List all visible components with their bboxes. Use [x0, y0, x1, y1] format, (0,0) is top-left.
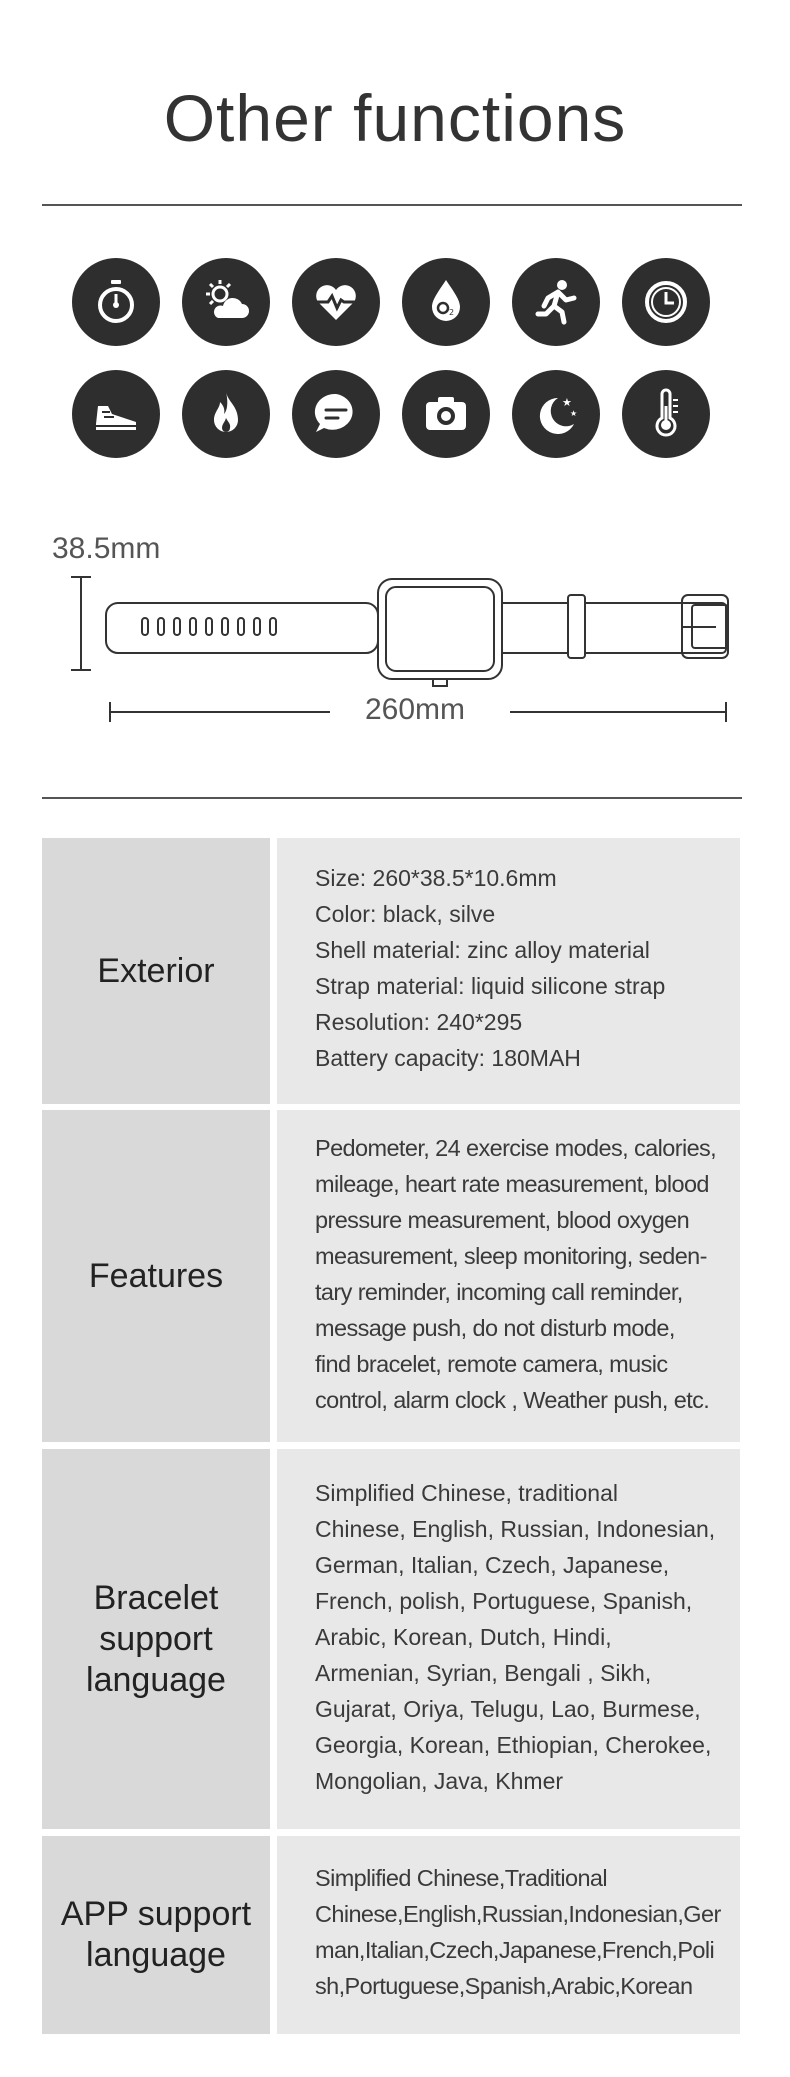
spec-line: man,Italian,Czech,Japanese,French,Poli	[315, 1937, 715, 1963]
spec-line: Resolution: 240*295	[315, 1009, 523, 1035]
spec-label-line: support	[99, 1619, 213, 1658]
spec-label: Exterior	[42, 838, 270, 1104]
spec-value	[277, 1449, 740, 1829]
spec-line: Mongolian, Java, Khmer	[315, 1768, 564, 1794]
spec-row-exterior	[42, 838, 740, 1104]
thermometer-icon	[622, 370, 710, 458]
spec-line: Arabic, Korean, Dutch, Hindi,	[315, 1624, 612, 1650]
spec-line: measurement, sleep monitoring, seden-	[315, 1243, 707, 1269]
spec-label-line: language	[86, 1936, 226, 1974]
spec-label-line: APP support	[60, 1895, 252, 1933]
heart-rate-icon	[292, 258, 380, 346]
spec-line: Chinese, English, Russian, Indonesian,	[315, 1516, 716, 1542]
spec-line: Battery capacity: 180MAH	[315, 1045, 581, 1071]
spec-line: sh,Portuguese,Spanish,Arabic,Korean	[315, 1973, 693, 1999]
sleep-moon-icon	[512, 370, 600, 458]
spec-value	[277, 838, 740, 1104]
spec-line: Armenian, Syrian, Bengali , Sikh,	[315, 1660, 652, 1686]
spec-label	[42, 1449, 270, 1829]
running-icon	[512, 258, 600, 346]
spec-label-line: language	[86, 1660, 226, 1699]
spec-line: pressure measurement, blood oxygen	[315, 1207, 690, 1233]
spec-line: find bracelet, remote camera, music	[315, 1351, 668, 1377]
weather-icon	[182, 258, 270, 346]
spec-line: Pedometer, 24 exercise modes, calories,	[315, 1135, 717, 1161]
svg-text:2: 2	[449, 308, 455, 317]
spec-line: French, polish, Portuguese, Spanish,	[315, 1588, 693, 1614]
spec-line: Gujarat, Oriya, Telugu, Lao, Burmese,	[315, 1696, 701, 1722]
spec-row-features	[42, 1110, 740, 1442]
spec-label-line: Bracelet	[93, 1578, 219, 1617]
blood-oxygen-icon	[402, 258, 490, 346]
spec-line: Strap material: liquid silicone strap	[315, 973, 666, 999]
spec-line: Simplified Chinese, traditional	[315, 1480, 618, 1506]
camera-icon	[402, 370, 490, 458]
spec-value	[277, 1836, 740, 2034]
spec-line: German, Italian, Czech, Japanese,	[315, 1552, 670, 1578]
svg-text:★: ★	[570, 409, 578, 418]
spec-line: control, alarm clock , Weather push, etc.	[315, 1387, 710, 1413]
svg-text:★: ★	[562, 396, 572, 409]
page-title: Other functions	[163, 81, 627, 155]
spec-line: Shell material: zinc alloy material	[315, 937, 650, 963]
divider	[42, 204, 742, 206]
spec-line: Size: 260*38.5*10.6mm	[315, 865, 557, 891]
spec-label	[42, 1836, 270, 2034]
spec-line: tary reminder, incoming call reminder,	[315, 1279, 683, 1305]
spec-row-app-language	[42, 1836, 740, 2034]
spec-line: mileage, heart rate measurement, blood	[315, 1171, 709, 1197]
spec-line: Georgia, Korean, Ethiopian, Cherokee,	[315, 1732, 712, 1758]
shoe-step-icon	[72, 370, 160, 458]
length-dimension-label: 260mm	[365, 693, 466, 726]
spec-row-bracelet-language	[42, 1449, 740, 1829]
stopwatch-icon	[72, 258, 160, 346]
spec-line: Color: black, silve	[315, 901, 496, 927]
height-dimension-label: 38.5mm	[52, 532, 161, 565]
spec-line: message push, do not disturb mode,	[315, 1315, 675, 1341]
spec-line: Chinese,English,Russian,Indonesian,Ger	[315, 1901, 721, 1927]
spec-label: Features	[42, 1110, 270, 1442]
clock-icon	[622, 258, 710, 346]
spec-value	[277, 1110, 740, 1442]
divider	[42, 797, 742, 799]
message-icon	[292, 370, 380, 458]
spec-line: Simplified Chinese,Traditional	[315, 1865, 607, 1891]
calories-flame-icon	[182, 370, 270, 458]
